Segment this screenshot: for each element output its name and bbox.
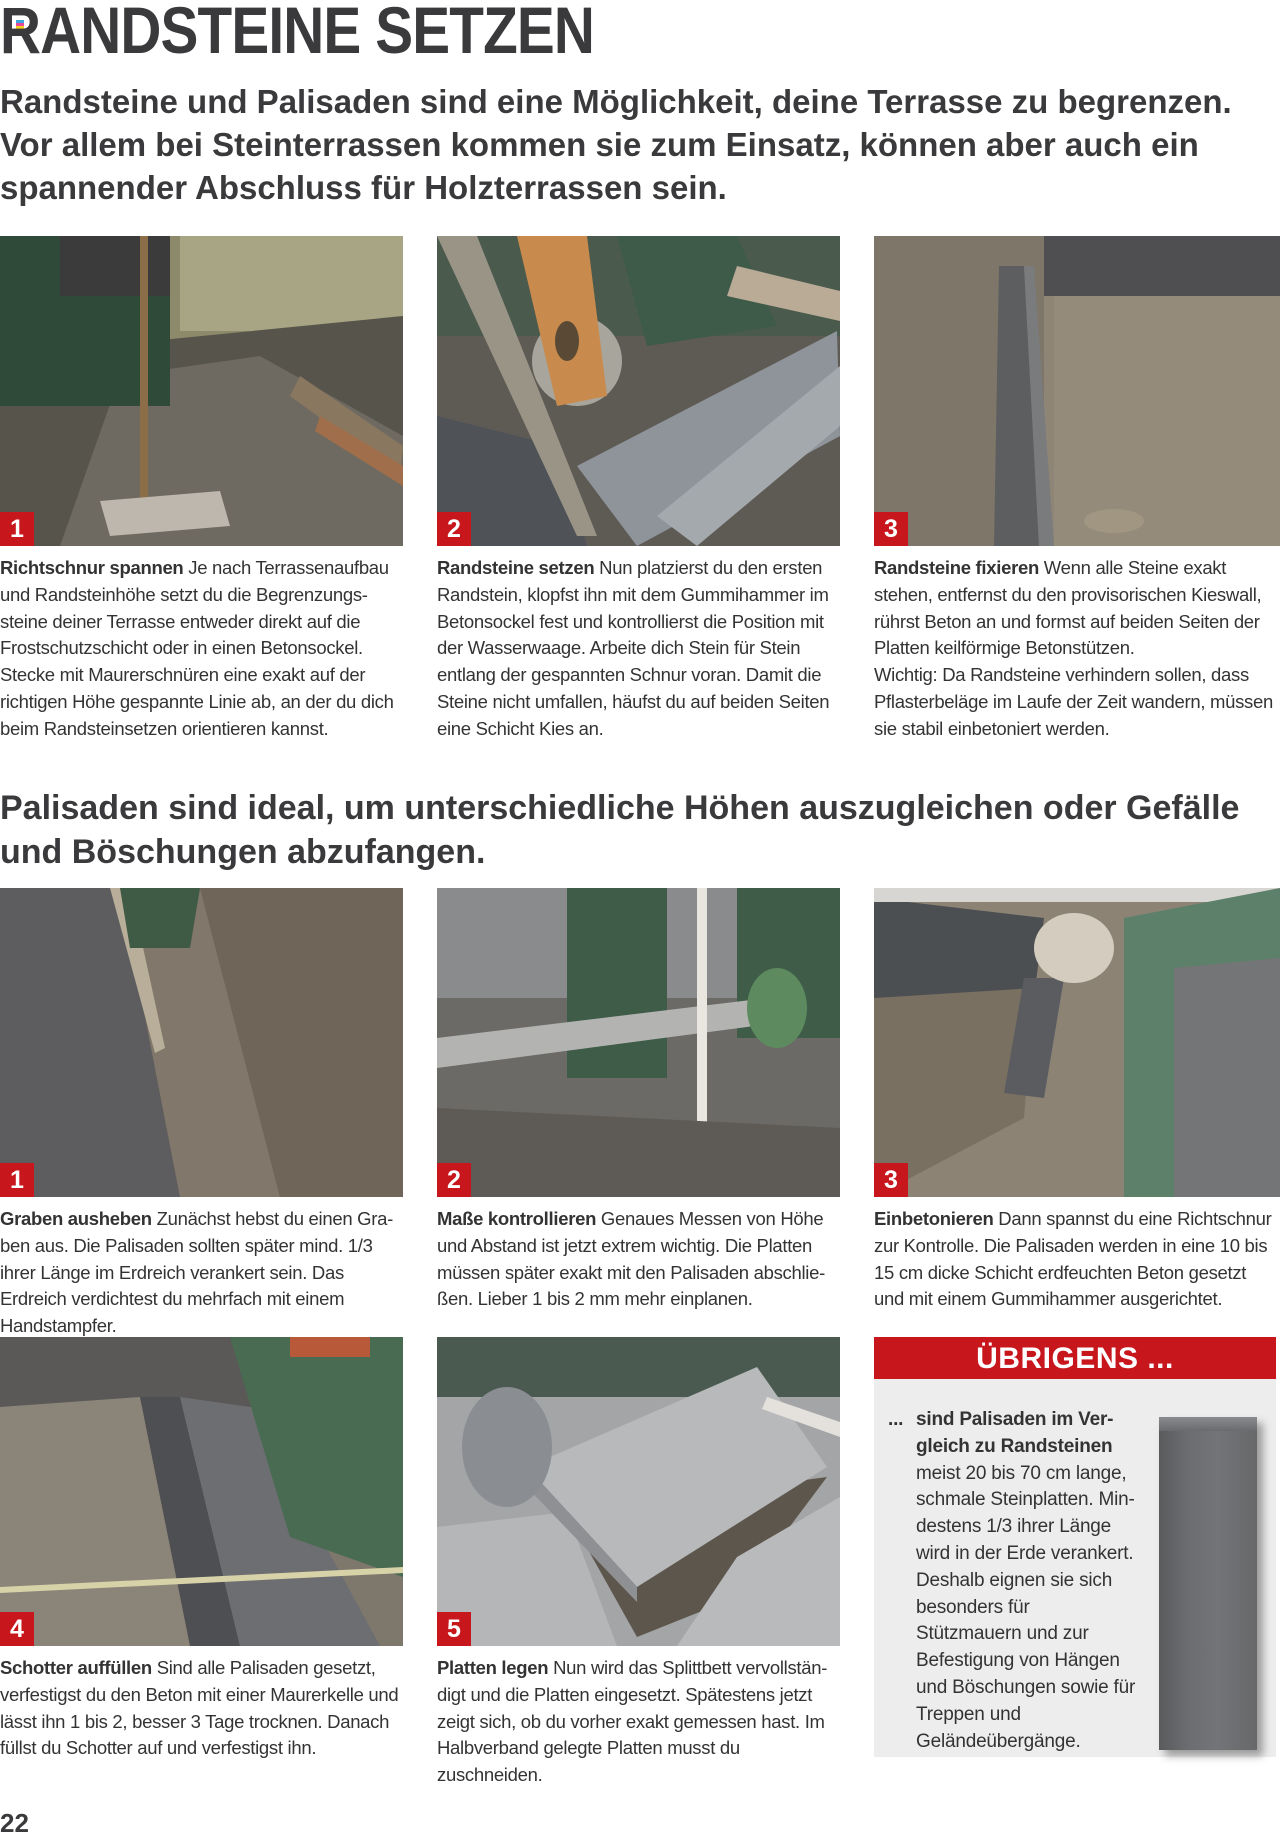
step-text: Je nach Terrassenaufbau und Randsteinhöhe setzt du die Begrenzungs-steine deiner Terrasse entweder direkt auf die Frostschutzschicht oder in einen Betonsockel. Stecke mit Maurerschnüren eine exakt auf der richtigen Höhe gespannte Linie ab, an der du dich beim Randsteinsetzen orientieren kannst. (0, 557, 394, 739)
step-title: Schotter auffüllen (0, 1657, 152, 1678)
guide-line-photo-icon (0, 236, 403, 546)
step-5-caption (437, 1655, 842, 1789)
step-text: Zunächst hebst du einen Gra-ben aus. Die Palisaden sollten später mind. 1/3 ihrer Länge im Erdreich verankert sein. Das Erdreich verdichtest du mehrfach mit einem Handstampfer. (0, 1208, 393, 1337)
step-number-badge: 3 (874, 1163, 908, 1197)
step-2-caption (437, 555, 847, 743)
step-number-badge: 2 (437, 1163, 471, 1197)
step-title: Randsteine fixieren (874, 557, 1039, 578)
info-box (874, 1337, 1276, 1757)
step-text: Wenn alle Steine exakt stehen, entfernst du den provisorischen Kieswall, rührst Beton an und formst auf beiden Seiten der Platten keilförmige Betonstützen. (874, 557, 1262, 659)
step-1-caption (0, 555, 410, 743)
palisade-stone-image (1159, 1417, 1257, 1750)
step-text: Nun wird das Splittbett vervollstän-digt und die Platten eingesetzt. Spätestens jetzt zeigt sich, ob du vorher exakt gemessen hast. Im Halbverband gelegte Platten musst du zuschneiden. (437, 1657, 828, 1786)
mallet-photo-icon (437, 236, 840, 546)
photo-step-2 (437, 236, 840, 546)
step-2-caption (437, 1206, 837, 1313)
step-number-badge: 5 (437, 1612, 471, 1646)
step-title: Graben ausheben (0, 1208, 152, 1229)
info-box-body-text: meist 20 bis 70 cm lange, schmale Steinplatten. Min-destens 1/3 ihrer Länge wird in der Erde verankert. Deshalb eignen sie sich besonders für Stützmauern und zur Befestigung von Hängen und Böschungen sowie für Treppen und Geländeübergänge. (916, 1462, 1136, 1752)
step-text: Sind alle Palisaden gesetzt, verfestigst du den Beton mit einer Maurerkelle und lässt ihn 1 bis 2, besser 3 Tage trocknen. Danach füllst du Schotter auf und verfestigst ihn. (0, 1657, 399, 1759)
photo-step-5 (437, 1337, 840, 1646)
step-number-badge: 1 (0, 1163, 34, 1197)
step-number-badge: 2 (437, 512, 471, 546)
fixed-curb-photo-icon (874, 236, 1280, 546)
page-title: RANDSTEINE SETZEN (0, 0, 595, 67)
step-text: Dann spannst du eine Richtschnur zur Kontrolle. Die Palisaden werden in eine 10 bis 15 cm dicke Schicht erdfeuchten Beton gesetzt und mit einem Gummihammer ausgerichtet. (874, 1208, 1272, 1310)
slab-laying-photo-icon (437, 1337, 840, 1646)
measuring-photo-icon (437, 888, 840, 1197)
step-title: Randsteine setzen (437, 557, 595, 578)
photo-step-2 (437, 888, 840, 1197)
step-1-caption (0, 1206, 410, 1340)
step-note: Wichtig: Da Randsteine verhindern sollen, dass Pflasterbeläge im Laufe der Zeit wandern, müssen sie stabil einbetoniert werden. (874, 664, 1273, 739)
photo-step-3 (874, 888, 1280, 1197)
step-3-caption (874, 1206, 1280, 1313)
page-subtitle: Randsteine und Palisaden sind eine Möglichkeit, deine Terrasse zu begrenzen. Vor allem bei Steinterrassen kommen sie zum Einsatz, können aber auch ein spannender Abschluss für Holzterrassen sein. (0, 83, 1232, 206)
step-title: Maße kontrollieren (437, 1208, 597, 1229)
concrete-setting-photo-icon (874, 888, 1280, 1197)
step-title: Einbetonieren (874, 1208, 994, 1229)
info-box-text (888, 1407, 1138, 1755)
section-heading: Palisaden sind ideal, um unterschiedliche Höhen auszugleichen oder Gefälle und Böschungen abzufangen. (0, 789, 1240, 871)
step-number-badge: 1 (0, 512, 34, 546)
photo-step-1 (0, 888, 403, 1197)
step-title: Platten legen (437, 1657, 549, 1678)
step-number-badge: 4 (0, 1612, 34, 1646)
photo-step-1 (0, 236, 403, 546)
info-box-heading: ÜBRIGENS ... (874, 1337, 1276, 1379)
photo-step-3 (874, 236, 1280, 546)
photo-step-4 (0, 1337, 403, 1646)
step-3-caption (874, 555, 1280, 743)
step-text: Nun platzierst du den ersten Randstein, klopfst ihn mit dem Gummihammer im Betonsockel fest und kontrollierst die Position mit der Wasserwaage. Arbeite dich Stein für Stein entlang der gespannten Schnur voran. Damit die Steine nicht umfallen, häufst du auf beiden Seiten eine Schicht Kies an. (437, 557, 830, 739)
step-number-badge: 3 (874, 512, 908, 546)
ellipsis: ... (888, 1409, 904, 1430)
gravel-fill-photo-icon (0, 1337, 403, 1646)
step-4-caption (0, 1655, 410, 1762)
step-title: Richtschnur spannen (0, 557, 184, 578)
trench-photo-icon (0, 888, 403, 1197)
step-text: Genaues Messen von Höhe und Abstand ist jetzt extrem wichtig. Die Platten müssen später exakt mit den Palisaden abschlie-ßen. Lieber 1 bis 2 mm mehr einplanen. (437, 1208, 825, 1310)
page-number: 22 (0, 1808, 29, 1838)
info-box-bold-text: sind Palisaden im Ver-gleich zu Randsteinen (916, 1409, 1114, 1457)
